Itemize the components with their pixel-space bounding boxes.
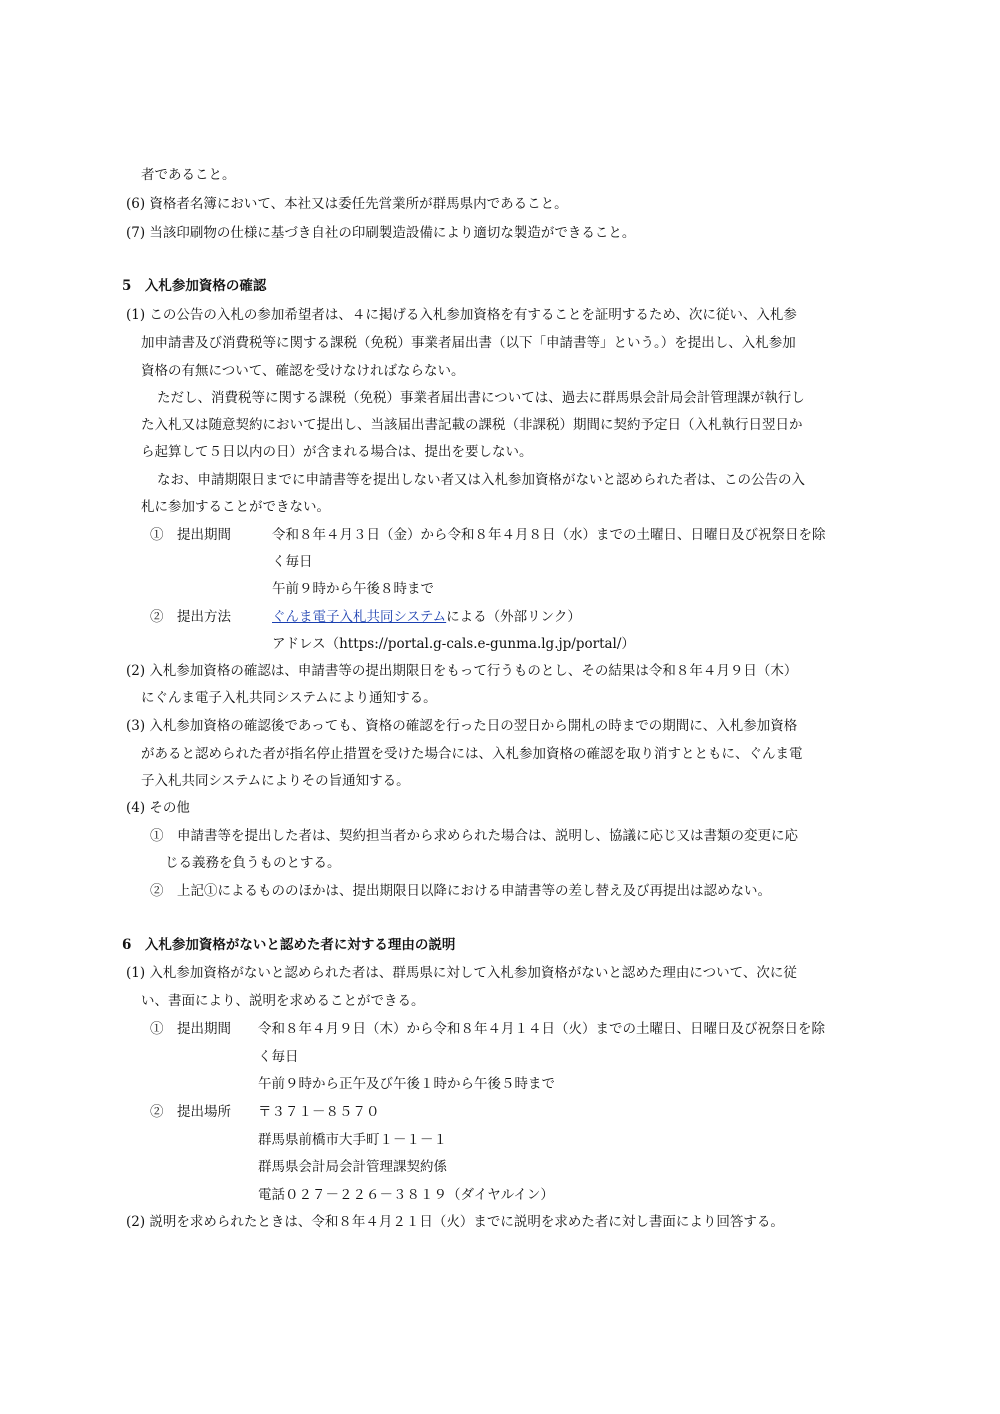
text-line: 子入札共同システムによりその旨通知する。 [141,773,410,789]
text-line: (4) その他 [126,800,190,816]
address-line: 群馬県前橋市大手町１－１－１ [258,1132,447,1148]
text-line: 令和８年４月３日（金）から令和８年４月８日（水）までの土曜日、日曜日及び祝祭日を除 [272,527,826,543]
text-line: (1) この公告の入札の参加希望者は、４に掲げる入札参加資格を有することを証明するため、次に従い、入札参 [126,307,797,323]
postal-code: 〒３７１－８５７０ [258,1104,380,1120]
text-line: く毎日 [258,1049,299,1065]
text-line: (1) 入札参加資格がないと認められた者は、群馬県に対して入札参加資格がないと認めた理由について、次に従 [126,965,797,981]
item-label: ② 提出場所 [150,1104,231,1120]
item-label: ① 提出期間 [150,1021,231,1037]
text-line: があると認められた者が指名停止措置を受けた場合には、入札参加資格の確認を取り消すとともに、ぐんま電 [141,746,803,762]
text-line: ら起算して５日以内の日）が含まれる場合は、提出を要しない。 [141,444,533,460]
section-6-heading: 6 入札参加資格がないと認めた者に対する理由の説明 [122,937,456,953]
text-line: く毎日 [272,554,313,570]
text-line: 者であること。 [141,167,236,183]
text-line: なお、申請期限日までに申請書等を提出しない者又は入札参加資格がないと認められた者は、この公告の入 [157,472,805,488]
text-line: (7) 当該印刷物の仕様に基づき自社の印刷製造設備により適切な製造ができること。 [126,225,636,241]
text-line: た入札又は随意契約において提出し、当該届出書記載の課税（非課税）期間に契約予定日（入札執行日翌日か [141,417,803,433]
text-line: 札に参加することができない。 [141,499,330,515]
office-name: 群馬県会計局会計管理課契約係 [258,1159,447,1175]
text-line: 令和８年４月９日（木）から令和８年４月１４日（火）までの土曜日、日曜日及び祝祭日を除 [258,1021,825,1037]
text-line: (2) 入札参加資格の確認は、申請書等の提出期限日をもって行うものとし、その結果は令和８年４月９日（木） [126,663,798,679]
phone-line: 電話０２７－２２６－３８１９（ダイヤルイン） [258,1187,554,1203]
text-line: (3) 入札参加資格の確認後であっても、資格の確認を行った日の翌日から開札の時までの期間に、入札参加資格 [126,718,798,734]
text-line: (6) 資格者名簿において、本社又は委任先営業所が群馬県内であること。 [126,196,568,212]
text-line: 午前９時から午後８時まで [272,581,434,597]
section-5-heading: 5 入札参加資格の確認 [122,278,267,294]
text-line: (2) 説明を求められたときは、令和８年４月２１日（火）までに説明を求めた者に対し書面により回答する。 [126,1214,784,1230]
text-line: じる義務を負うものとする。 [165,855,341,871]
portal-address: アドレス（https://portal.g-cals.e-gunma.lg.jp/portal/） [272,636,635,652]
text-segment: による（外部リンク） [446,609,581,625]
submission-method-line [272,608,581,626]
text-line: い、書面により、説明を求めることができる。 [141,993,425,1009]
text-line: ただし、消費税等に関する課税（免税）事業者届出書については、過去に群馬県会計局会計管理課が執行し [157,390,805,406]
text-line: 資格の有無について、確認を受けなければならない。 [141,363,465,379]
text-line: 午前９時から正午及び午後１時から午後５時まで [258,1076,555,1092]
text-line: にぐんま電子入札共同システムにより通知する。 [141,690,437,706]
gunma-e-bidding-system-link[interactable]: ぐんま電子入札共同システム [272,609,447,625]
item-label: ② 提出方法 [150,609,231,625]
text-line: 加申請書及び消費税等に関する課税（免税）事業者届出書（以下「申請書等」という。）を提出し、入札参加 [141,335,796,351]
text-line: ② 上記①によるもののほかは、提出期限日以降における申請書等の差し替え及び再提出は認めない。 [150,883,771,899]
text-line: ① 申請書等を提出した者は、契約担当者から求められた場合は、説明し、協議に応じ又は書類の変更に応 [150,828,798,844]
item-label: ① 提出期間 [150,527,231,543]
